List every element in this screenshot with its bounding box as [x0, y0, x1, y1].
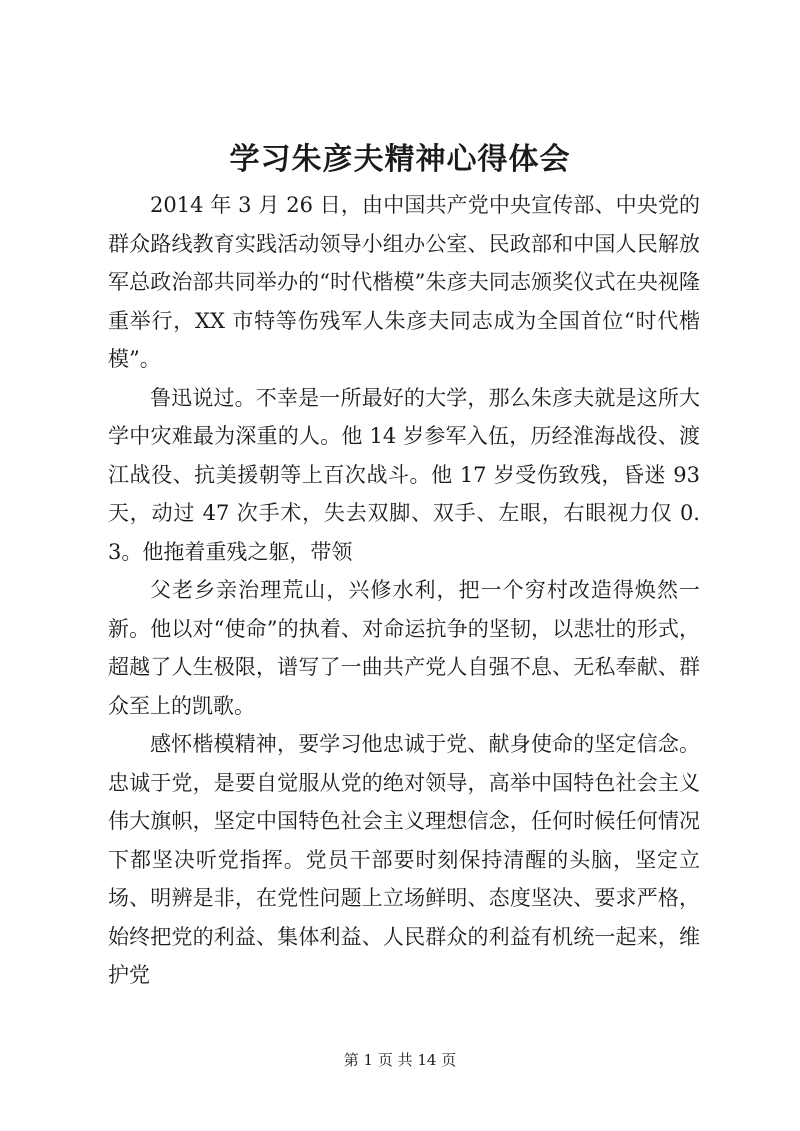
paragraph-village-work: 父老乡亲治理荒山，兴修水利，把一个穷村改造得焕然一新。他以对“使命”的执着、对命运抗争的坚韧，以悲壮的形式，超越了人生极限，谱写了一曲共产党人自强不息、无私奉献、群众至上的凯歌。: [108, 578, 700, 718]
page-title: 学习朱彦夫精神心得体会: [229, 142, 571, 177]
paragraph-award-ceremony: 2014 年 3 月 26 日，由中国共产党中央宣传部、中央党的群众路线教育实践活动领导小组办公室、民政部和中国人民解放军总政治部共同举办的“时代楷模”朱彦夫同志颁奖仪式在央视隆重举行，XX 市特等伤残军人朱彦夫同志成为全国首位“时代楷模”。: [108, 193, 700, 371]
paragraph-loyalty: 感怀楷模精神，要学习他忠诚于党、献身使命的坚定信念。忠诚于党，是要自觉服从党的绝对领导，高举中国特色社会主义伟大旗帜，坚定中国特色社会主义理想信念，任何时候任何情况下都坚决听党指挥。党员干部要时刻保持清醒的头脑，坚定立场、明辨是非，在党性问题上立场鲜明、态度坚决、要求严格，始终把党的利益、集体利益、人民群众的利益有机统一起来，维护党: [108, 732, 700, 987]
page-footer: 第 1 页 共 14 页: [343, 1051, 457, 1069]
document-body: [108, 186, 700, 995]
paragraph-life-story: 鲁迅说过。不幸是一所最好的大学，那么朱彦夫就是这所大学中灾难最为深重的人。他 14 岁参军入伍，历经淮海战役、渡江战役、抗美援朝等上百次战斗。他 17 岁受伤致残，昏迷 93 天，动过 47 次手术，失去双脚、双手、左眼，右眼视力仅 0.3。他拖着重残之躯，带领: [108, 385, 700, 564]
